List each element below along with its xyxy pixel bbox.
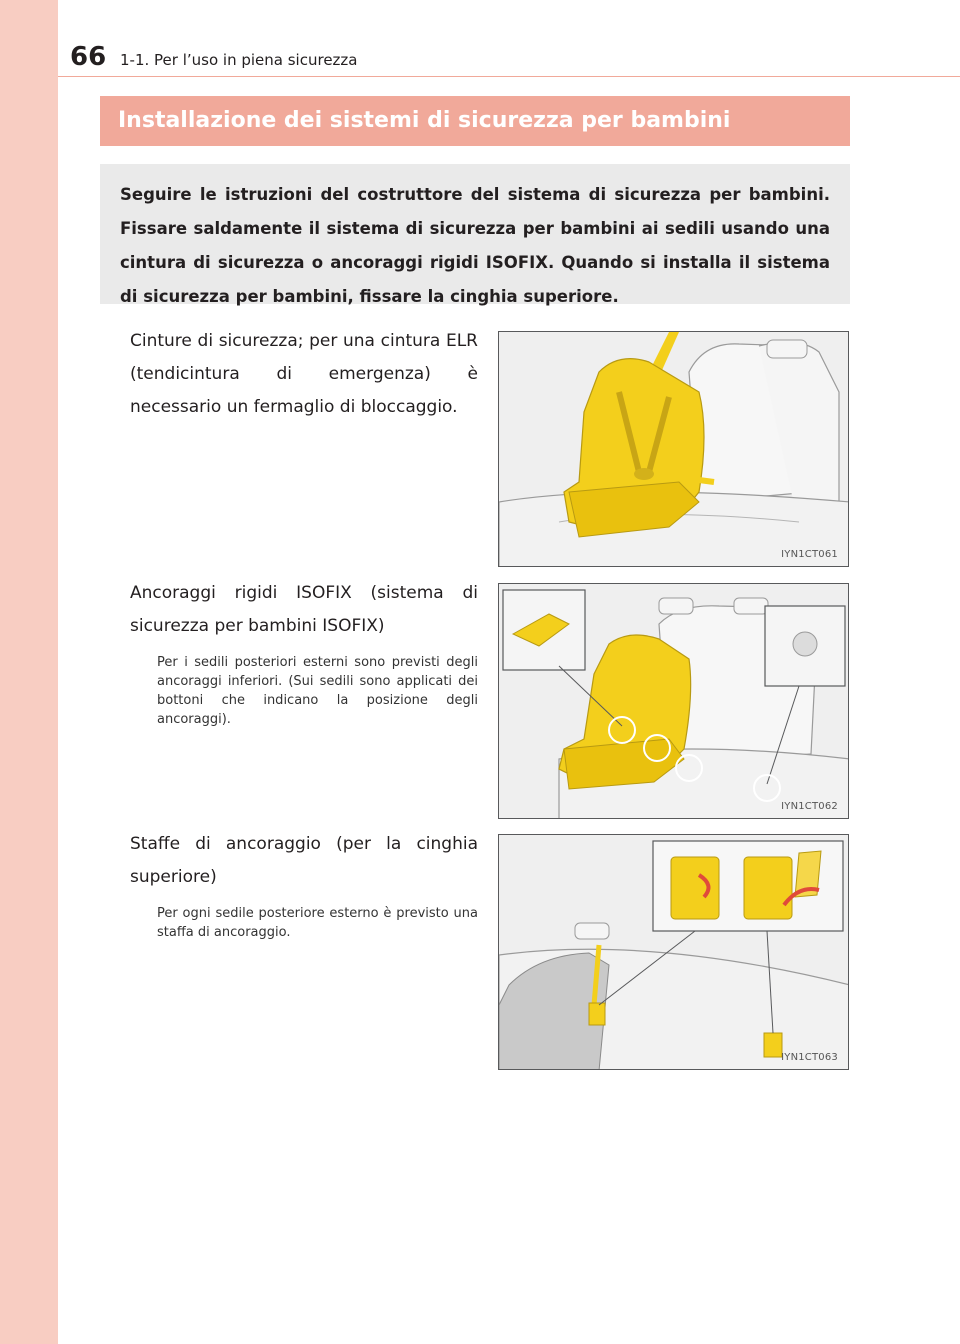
figure-code: IYN1CT062 bbox=[781, 801, 838, 812]
figure-seat-belt bbox=[498, 331, 849, 567]
running-head: 1-1. Per l’uso in piena sicurezza bbox=[120, 51, 358, 69]
intro-text: Seguire le istruzioni del costruttore del sistema di sicurezza per bambini. Fissare saldamente il sistema di sicurezza per bambini ai sedili usando una cintura di sicurezza o ancoraggi rigidi ISOFIX. Quando si installa il sistema di sicurezza per bambini, fissare la cinghia superiore. bbox=[120, 185, 830, 306]
section-title-bar bbox=[100, 96, 850, 146]
item-isofix bbox=[130, 577, 478, 729]
figure-isofix bbox=[498, 583, 849, 819]
intro-box bbox=[100, 164, 850, 304]
side-strip bbox=[0, 0, 58, 1344]
item-lead: Cinture di sicurezza; per una cintura ELR (tendicintura di emergenza) è necessario un fermaglio di bloccaggio. bbox=[130, 331, 478, 417]
item-seat-belt bbox=[130, 325, 478, 424]
figure-code: IYN1CT061 bbox=[781, 549, 838, 560]
page-number: 66 bbox=[70, 42, 107, 72]
section-title: Installazione dei sistemi di sicurezza per bambini bbox=[118, 108, 731, 133]
item-lead: Ancoraggi rigidi ISOFIX (sistema di sicurezza per bambini ISOFIX) bbox=[130, 583, 478, 636]
item-note: Per ogni sedile posteriore esterno è previsto una staffa di ancoraggio. bbox=[157, 906, 478, 940]
child-seat-belt-illustration bbox=[499, 332, 849, 567]
tether-bracket-illustration bbox=[499, 835, 849, 1070]
isofix-illustration bbox=[499, 584, 849, 819]
item-lead: Staffe di ancoraggio (per la cinghia superiore) bbox=[130, 834, 478, 887]
figure-code: IYN1CT063 bbox=[781, 1052, 838, 1063]
item-tether-bracket bbox=[130, 828, 478, 942]
figure-tether-bracket bbox=[498, 834, 849, 1070]
header-rule bbox=[58, 76, 960, 77]
item-note: Per i sedili posteriori esterni sono previsti degli ancoraggi inferiori. (Sui sedili sono applicati dei bottoni che indicano la posizione degli ancoraggi). bbox=[157, 655, 478, 727]
